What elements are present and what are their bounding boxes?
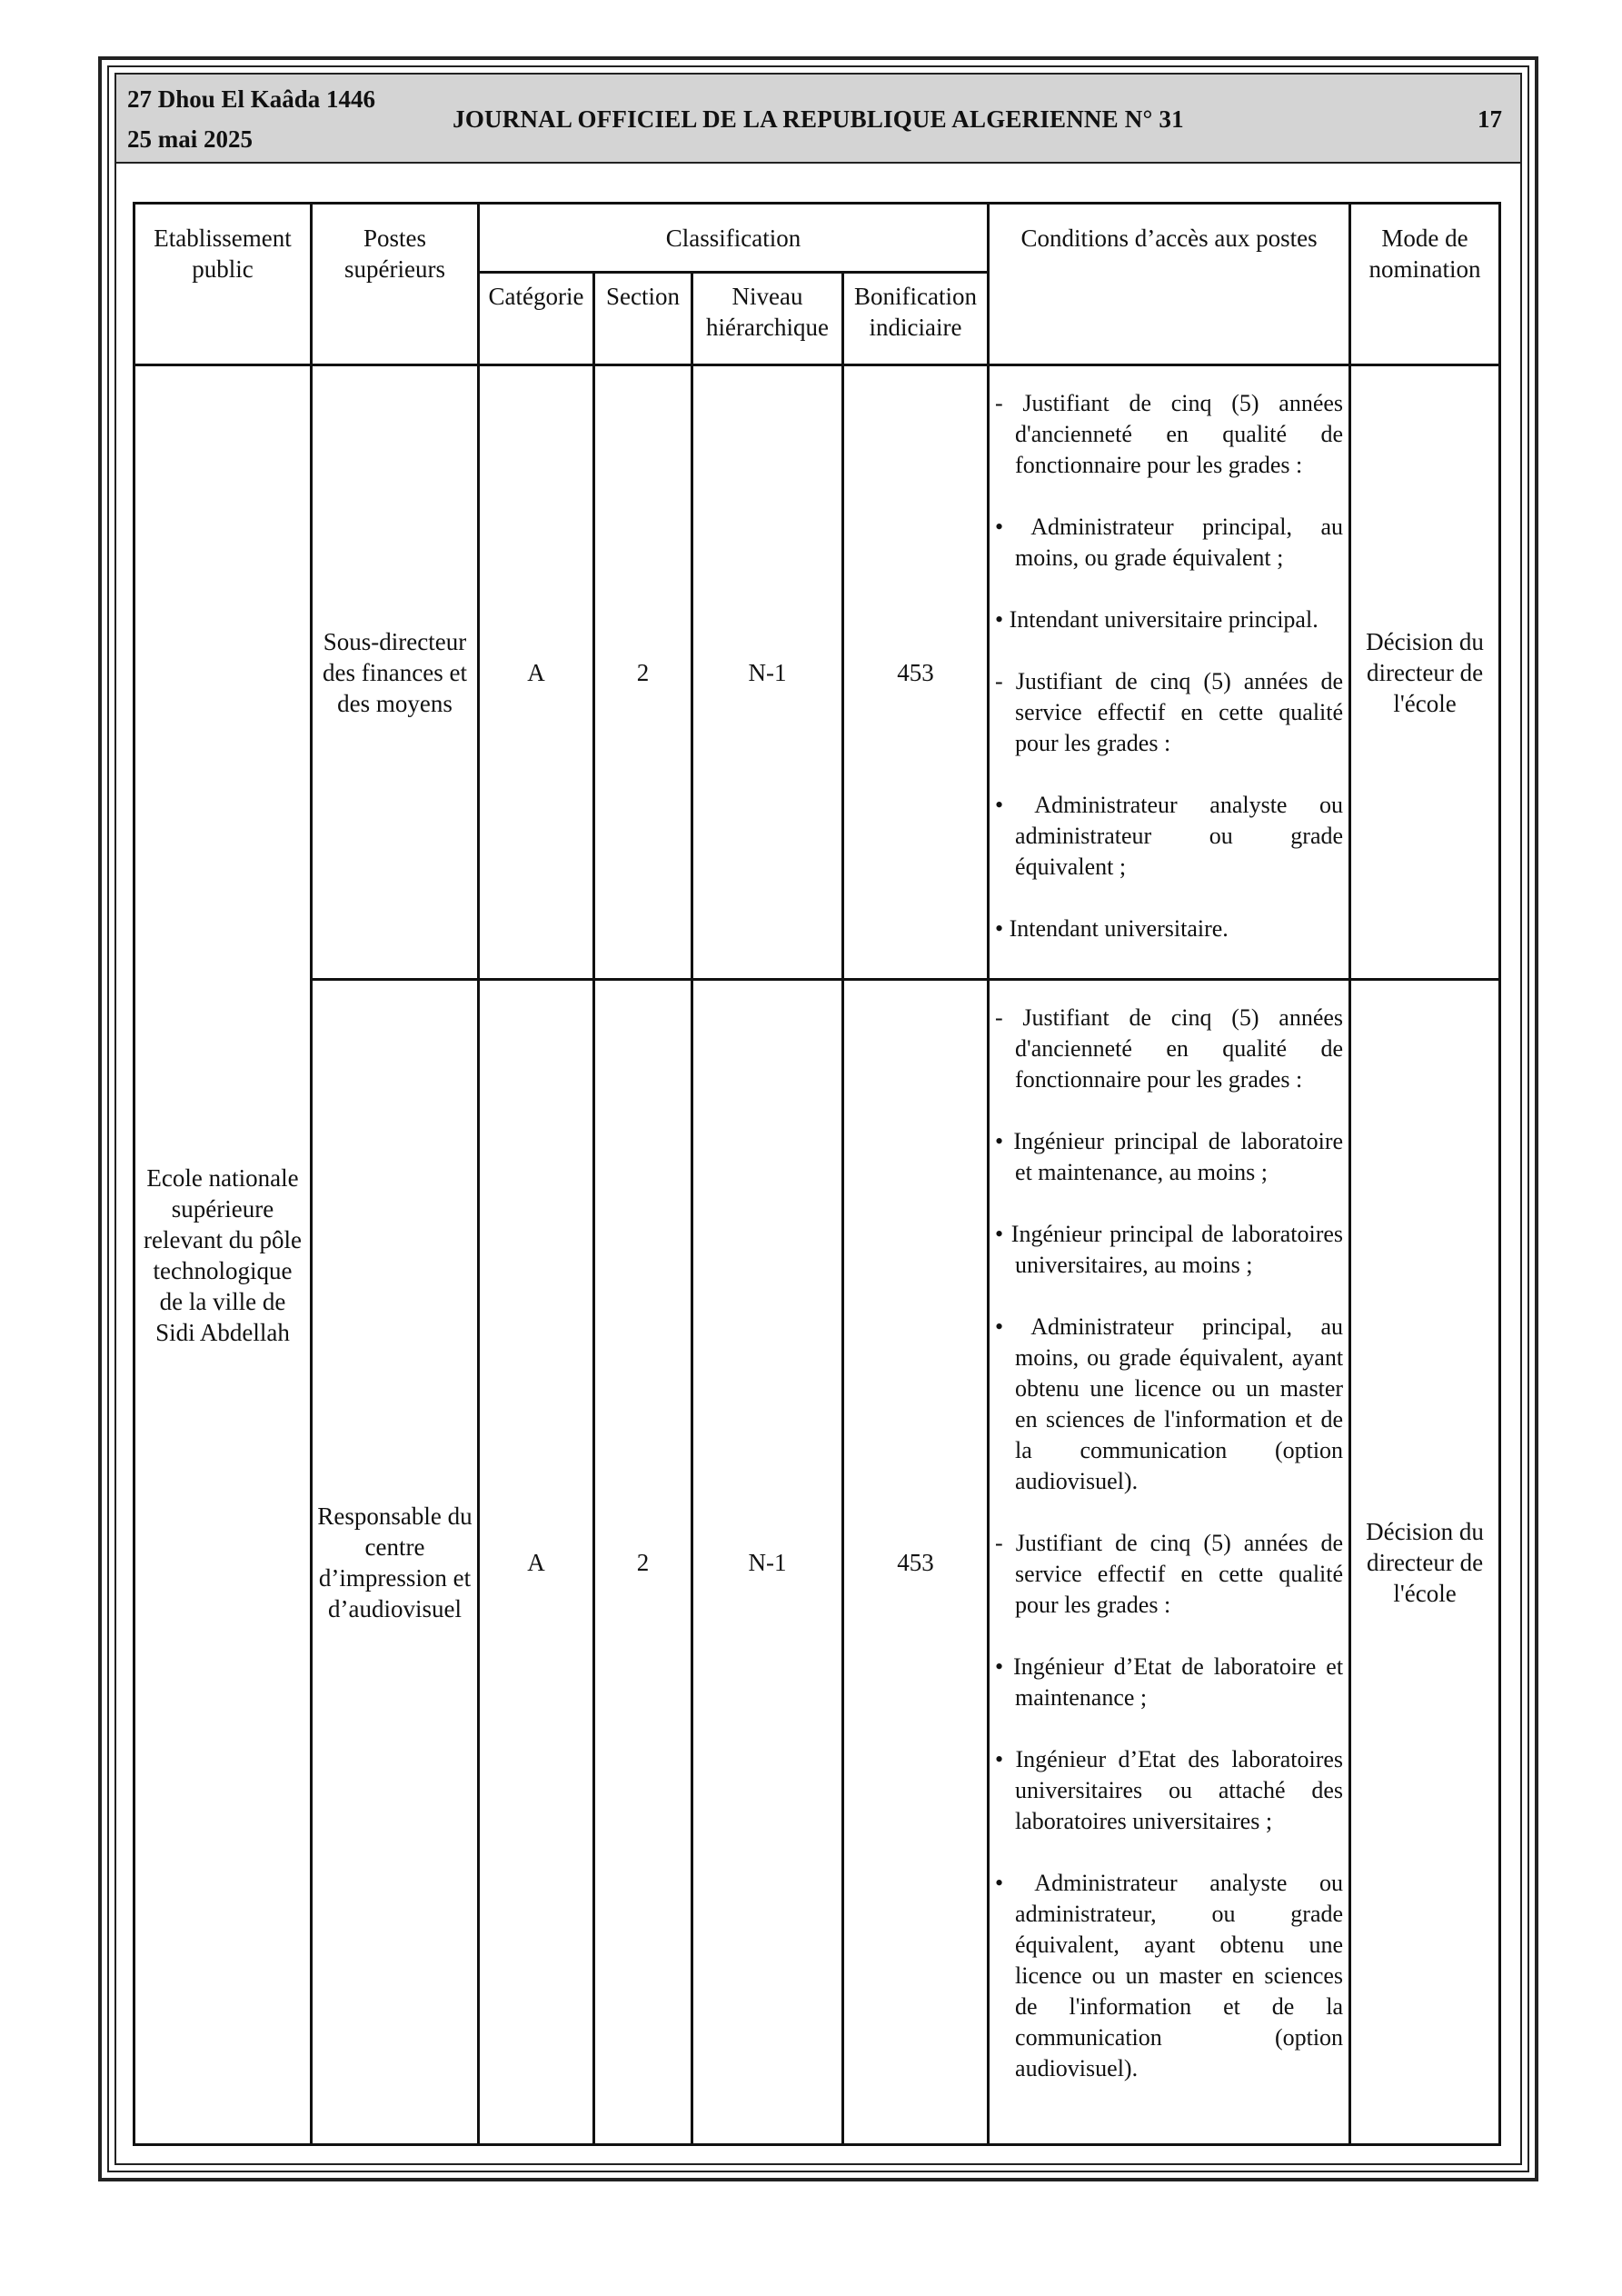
- cell-bonification: 453: [843, 980, 989, 2145]
- condition-text: - Justifiant de cinq (5) années de service effectif en cette qualité pour les grades :: [995, 1530, 1344, 1618]
- condition-text: • Administrateur principal, au moins, ou grade équivalent, ayant obtenu une licence ou un master en sciences de l'information et de la communication (option audiovisuel).: [995, 1313, 1344, 1494]
- header-date-gregorian: 25 mai 2025: [127, 125, 253, 153]
- condition-text: • Ingénieur d’Etat des laboratoires universitaires ou attaché des laboratoires universitaires ;: [995, 1746, 1344, 1834]
- condition-text: • Ingénieur d’Etat de laboratoire et maintenance ;: [995, 1653, 1344, 1711]
- condition-text: - Justifiant de cinq (5) années de service effectif en cette qualité pour les grades :: [995, 668, 1344, 756]
- cell-bonification: 453: [843, 365, 989, 980]
- col-header-niveau: Niveau hiérarchique: [692, 273, 843, 365]
- col-header-section: Section: [594, 273, 692, 365]
- col-header-conditions: Conditions d’accès aux postes: [989, 204, 1350, 365]
- cell-conditions: [989, 980, 1350, 2145]
- condition-text: • Administrateur principal, au moins, ou grade équivalent ;: [995, 514, 1344, 571]
- cell-niveau: N-1: [692, 980, 843, 2145]
- col-header-classification: Classification: [479, 204, 989, 273]
- positions-table: [133, 202, 1501, 2146]
- condition-text: • Ingénieur principal de laboratoire et maintenance, au moins ;: [995, 1128, 1344, 1185]
- cell-mode: Décision du directeur de l'école: [1350, 365, 1500, 980]
- cell-niveau: N-1: [692, 365, 843, 980]
- cell-categorie: A: [479, 365, 594, 980]
- col-header-postes: Postes supérieurs: [312, 204, 479, 365]
- header-page-number: 17: [1478, 105, 1502, 133]
- condition-text: • Intendant universitaire principal.: [995, 606, 1318, 633]
- cell-poste: Responsable du centre d’impression et d’audiovisuel: [312, 980, 479, 2145]
- cell-poste: Sous-directeur des finances et des moyens: [312, 365, 479, 980]
- condition-text: • Intendant universitaire.: [995, 915, 1229, 942]
- cell-conditions: [989, 365, 1350, 980]
- condition-text: • Administrateur analyste ou administrateur ou grade équivalent ;: [995, 792, 1344, 880]
- header-date-hijri: 27 Dhou El Kaâda 1446: [127, 85, 376, 113]
- cell-mode: Décision du directeur de l'école: [1350, 980, 1500, 2145]
- condition-text: • Administrateur analyste ou administrateur, ou grade équivalent, ayant obtenu une licence ou un master en sciences de l'information et de la communication (option audiovisuel).: [995, 1870, 1344, 2081]
- header-journal-title: JOURNAL OFFICIEL DE LA REPUBLIQUE ALGERIENNE N° 31: [453, 105, 1184, 133]
- col-header-etablissement: Etablissement public: [134, 204, 312, 365]
- table-row: [134, 980, 1500, 2145]
- col-header-categorie: Catégorie: [479, 273, 594, 365]
- cell-section: 2: [594, 980, 692, 2145]
- condition-text: - Justifiant de cinq (5) années d'ancienneté en qualité de fonctionnaire pour les grades :: [995, 390, 1344, 478]
- condition-text: - Justifiant de cinq (5) années d'ancienneté en qualité de fonctionnaire pour les grades :: [995, 1004, 1344, 1093]
- journal-header: [116, 75, 1520, 164]
- cell-categorie: A: [479, 980, 594, 2145]
- table-row: [134, 365, 1500, 980]
- col-header-bonification: Bonification indiciaire: [843, 273, 989, 365]
- cell-etablissement: Ecole nationale supérieure relevant du pôle technologique de la ville de Sidi Abdellah: [134, 365, 312, 2145]
- condition-text: • Ingénieur principal de laboratoires universitaires, au moins ;: [995, 1221, 1344, 1278]
- col-header-mode: Mode de nomination: [1350, 204, 1500, 365]
- cell-section: 2: [594, 365, 692, 980]
